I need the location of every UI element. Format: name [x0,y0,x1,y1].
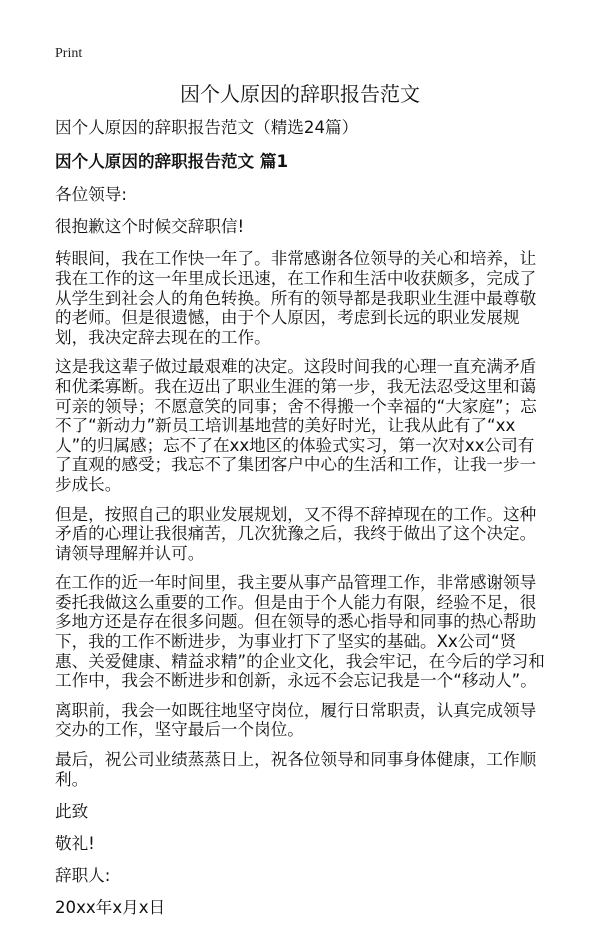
paragraph: 离职前，我会一如既往地坚守岗位，履行日常职责，认真完成领导交办的工作，坚守最后一个岗位。 [55,700,537,740]
paragraph: 在工作的近一年时间里，我主要从事产品管理工作，非常感谢领导委托我做这么重要的工作。但是由于个人能力有限，经验不足，很多地方还是存在很多问题。但在领导的悉心指导和同事的热心帮助下，我的工作不断进步，为事业打下了坚实的基础。Xx公司“贤惠、关爱健康、精益求精”的企业文化，我会牢记，在今后的学习和工作中，我会不断进步和创新，永远不会忘记我是一个“移动人”。 [55,573,545,691]
section-heading: 因个人原因的辞职报告范文 篇1 [55,151,289,171]
closing-salute: 敬礼! [55,833,95,853]
salutation: 各位领导: [55,185,127,205]
document-subtitle: 因个人原因的辞职报告范文（精选24篇） [55,118,359,137]
paragraph: 转眼间，我在工作快一年了。非常感谢各位领导的关心和培养，让我在工作的这一年里成长迅速，在工作和生活中收获颇多，完成了从学生到社会人的角色转换。所有的领导都是我职业生涯中最尊敬的老师。但是很遗憾，由于个人原因，考虑到长远的职业发展规划，我决定辞去现在的工作。 [55,249,537,347]
date: 20xx年x月x日 [55,898,166,917]
signer-label: 辞职人: [55,865,111,885]
paragraph: 这是我这辈子做过最艰难的决定。这段时间我的心理一直充满矛盾和优柔寡断。我在迈出了职业生涯的第一步，我无法忍受这里和蔼可亲的领导；不愿意笑的同事；舍不得搬一个幸福的“大家庭”；忘不了“新动力”新员工培训基地营的美好时光，让我从此有了“xx人”的归属感；忘不了在xx地区的体验式实习，第一次对xx公司有了直观的感受；我忘不了集团客户中心的生活和工作，让我一步一步成长。 [55,357,537,494]
closing-line: 此致 [55,801,89,821]
document-title: 因个人原因的辞职报告范文 [180,82,420,106]
paragraph: 但是，按照自己的职业发展规划，又不得不辞掉现在的工作。这种矛盾的心理让我很痛苦，几次犹豫之后，我终于做出了这个决定。请领导理解并认可。 [55,504,537,563]
paragraph: 最后，祝公司业绩蒸蒸日上，祝各位领导和同事身体健康，工作顺利。 [55,750,537,789]
print-link[interactable]: Print [55,46,83,61]
document-body [55,118,549,930]
opening-line: 很抱歉这个时候交辞职信! [55,217,245,237]
